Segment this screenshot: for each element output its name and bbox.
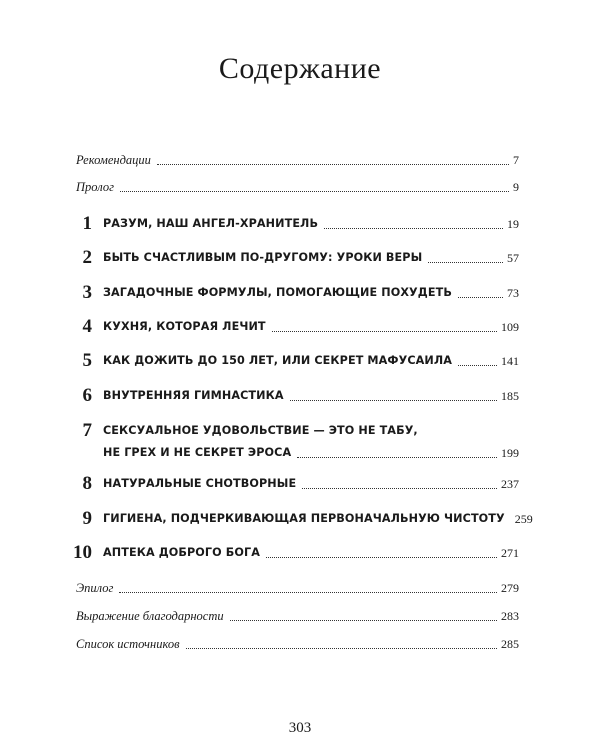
toc-entry-page: 279 — [501, 581, 519, 595]
toc-entry-title: РАЗУМ, НАШ АНГЕЛ-ХРАНИТЕЛЬ — [103, 217, 319, 230]
page-title: Содержание — [218, 52, 382, 86]
toc-entry-title: Выражение благодарности — [76, 609, 224, 623]
toc-entry-page: 283 — [501, 609, 519, 623]
toc-entry-page: 73 — [507, 286, 519, 300]
dot-leader — [157, 164, 509, 165]
dot-leader — [324, 228, 503, 229]
page-number: 303 — [288, 720, 312, 736]
toc-entry-page: 285 — [501, 637, 519, 651]
toc-entry-page: 109 — [501, 320, 519, 334]
toc-chapter-number: 7 — [82, 420, 92, 441]
toc-entry-page: 237 — [501, 477, 519, 491]
toc-entry-title: СЕКСУАЛЬНОЕ УДОВОЛЬСТВИЕ — ЭТО НЕ ТАБУ, — [103, 424, 418, 437]
dot-leader — [458, 297, 503, 298]
toc-chapter-number: 1 — [82, 213, 92, 234]
toc-entry-page: 259 — [514, 512, 533, 526]
dot-leader — [272, 331, 497, 332]
toc-entry-title: БЫТЬ СЧАСТЛИВЫМ ПО-ДРУГОМУ: УРОКИ ВЕРЫ — [103, 251, 423, 264]
toc-entry-title: Список источников — [76, 637, 180, 651]
toc-chapter-number: 9 — [82, 508, 92, 529]
toc-entry-title: НАТУРАЛЬНЫЕ СНОТВОРНЫЕ — [103, 477, 297, 490]
toc-chapter-number: 5 — [82, 350, 92, 371]
dot-leader — [302, 488, 497, 489]
toc-entry-title: ВНУТРЕННЯЯ ГИМНАСТИКА — [103, 389, 284, 402]
dot-leader — [428, 262, 503, 263]
toc-entry-title: КУХНЯ, КОТОРАЯ ЛЕЧИТ — [103, 320, 266, 333]
toc-chapter-number: 6 — [82, 385, 92, 406]
toc-entry-title: Эпилог — [76, 581, 114, 595]
toc-entry-title: ГИГИЕНА, ПОДЧЕРКИВАЮЩАЯ ПЕРВОНАЧАЛЬНУЮ ЧИСТОТУ — [103, 512, 505, 525]
dot-leader — [266, 557, 497, 558]
toc-entry-page: 141 — [501, 354, 519, 368]
toc-chapter-number: 2 — [82, 247, 92, 268]
toc-entry-page: 199 — [501, 446, 519, 460]
toc-chapter-number: 3 — [82, 282, 92, 303]
dot-leader — [230, 620, 497, 621]
toc-entry-title: КАК ДОЖИТЬ ДО 150 ЛЕТ, ИЛИ СЕКРЕТ МАФУСАИЛА — [103, 354, 453, 367]
toc-entry-page: 57 — [507, 251, 519, 265]
toc-entry-title: АПТЕКА ДОБРОГО БОГА — [103, 546, 260, 559]
dot-leader — [119, 592, 497, 593]
toc-entry-page: 7 — [513, 153, 519, 167]
toc-entry-title: Пролог — [76, 180, 114, 194]
dot-leader — [120, 191, 509, 192]
dot-leader — [458, 365, 497, 366]
toc-chapter-number: 10 — [73, 542, 92, 563]
dot-leader — [297, 457, 497, 458]
dot-leader — [290, 400, 497, 401]
toc-entry-title: ЗАГАДОЧНЫЕ ФОРМУЛЫ, ПОМОГАЮЩИЕ ПОХУДЕТЬ — [103, 286, 452, 299]
toc-chapter-number: 4 — [82, 316, 92, 337]
toc-entry-page: 19 — [507, 217, 519, 231]
toc-entry-page: 271 — [501, 546, 519, 560]
toc-entry-page: 185 — [501, 389, 519, 403]
toc-entry-page: 9 — [513, 180, 519, 194]
toc-chapter-number: 8 — [82, 473, 92, 494]
toc-entry-title: Рекомендации — [76, 153, 151, 167]
dot-leader — [186, 648, 497, 649]
toc-entry-title-continued: НЕ ГРЕХ И НЕ СЕКРЕТ ЭРОСА — [103, 446, 292, 459]
